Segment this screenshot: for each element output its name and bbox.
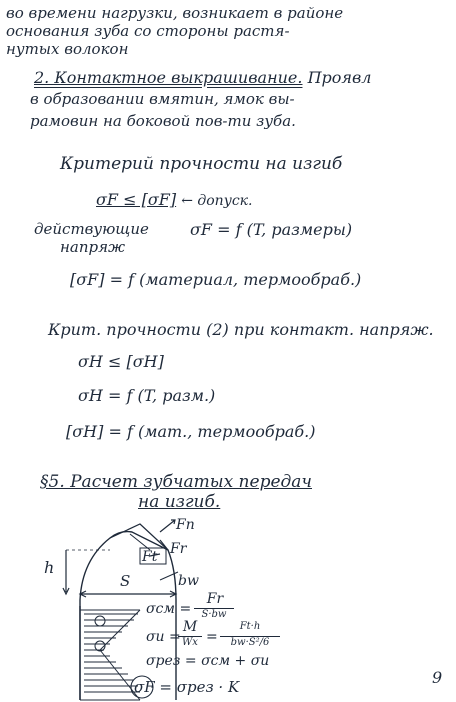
top-line-1: во времени нагрузки, возникает в районе [6,4,344,22]
eq-u-right-den: bw·S²/6 [230,637,270,648]
bending-formula-1-note: ← допуск. [181,193,253,209]
bending-criterion: Критерий прочности на изгиб [60,154,343,174]
eq-res: σрез = σсм + σи [146,653,270,669]
bending-formula-1: σF ≤ [σF] [96,190,177,209]
contact-formula-1: σH ≤ [σH] [78,352,164,371]
label-bw: bw [178,573,199,589]
bending-formula-row [96,192,252,208]
bending-formula-2: σF = f (T, размеры) [190,220,353,239]
label-fr: Fr [170,541,187,557]
tooth-diagram [0,510,456,702]
label-s: S [120,572,131,590]
page-number: 9 [432,668,443,687]
acting-label-2: напряж [60,238,126,256]
section5-heading-line-1: §5. Расчет зубчатых передач [40,472,312,492]
contact-criterion: Крит. прочности (2) при контакт. напряж. [48,320,434,339]
contact-formula-3: [σH] = f (мат., термообраб.) [66,422,316,441]
label-h: h [44,558,55,577]
eq-u-right-num: Ft·h [239,621,261,632]
top-line-3: нутых волокон [6,40,129,58]
section5-heading-line-2: на изгиб. [138,492,221,512]
section2-line1-rest: Проявл [307,68,372,87]
bending-formula-3: [σF] = f (материал, термообраб.) [70,270,362,289]
eq-u-mid-den: Wx [182,637,198,648]
eq-u-mid-num: M [182,619,198,635]
eq-cm-den: S·bw [201,609,227,620]
label-ft: Ft [142,549,158,565]
eq-final: σF = σрез · K [134,678,240,696]
section2-heading: 2. Контактное выкрашивание. [34,68,303,87]
section2-line-2: в образовании вмятин, ямок вы- [30,90,295,108]
top-line-2: основания зуба со стороны растя- [6,22,290,40]
contact-formula-2: σH = f (T, разм.) [78,386,216,405]
eq-cm-left: σсм = [146,601,192,617]
section2-line-3: рамовин на боковой пов-ти зуба. [30,112,296,130]
eq-u-eq: = [206,629,218,645]
label-fn: Fn [176,517,195,533]
acting-label-1: действующие [34,220,149,238]
eq-u-left: σи = [146,629,181,645]
eq-final-circle [130,674,154,700]
eq-cm-num: Fr [206,591,224,607]
section2-heading-row [34,70,371,86]
